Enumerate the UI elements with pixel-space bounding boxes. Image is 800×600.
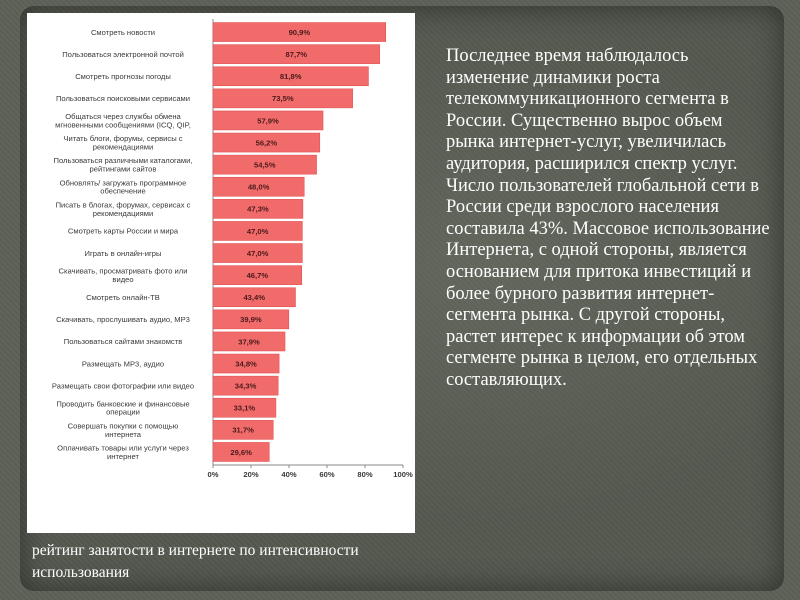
value-label-18: 31,7% <box>232 425 254 435</box>
category-label-16: Размещать свои фотографии или видео <box>51 381 195 391</box>
x-tick-label-1: 20% <box>243 470 259 479</box>
x-tick-label-2: 40% <box>281 470 297 479</box>
value-label-12: 43,4% <box>243 293 266 303</box>
x-tick-label-3: 60% <box>319 470 335 479</box>
category-label-15: Размещать MP3, аудио <box>81 359 165 369</box>
value-label-0: 90,9% <box>288 27 311 37</box>
value-label-17: 33,1% <box>233 403 256 413</box>
category-label-13: Скачивать, прослушивать аудио, MP3 <box>56 315 190 325</box>
value-label-9: 47,0% <box>246 226 269 236</box>
x-tick-label-0: 0% <box>207 470 219 479</box>
value-label-5: 56,2% <box>255 138 278 148</box>
value-label-1: 87,7% <box>285 49 308 59</box>
category-label-12: Смотреть онлайн-ТВ <box>86 292 160 302</box>
category-label-6: Пользоваться различными каталогами, рейтингами сайтов <box>53 156 193 174</box>
value-label-6: 54,5% <box>254 160 276 170</box>
category-label-4: Общаться через службы обмена мгновенными сообщениями (ICQ, QIP, <box>55 111 191 130</box>
slide-body-text: Последнее время наблюдалось изменение динамики роста телекоммуникационного сегмента в России. Существенно вырос объем рынка интернет-услуг, увеличилась аудитория, расширился спектр услуг. Число пользователей глобальной сети в России среди взрослого населения составила 43%. Массовое использование Интернета, с одной стороны, является основанием для притока инвестиций и более бурного развития интернет-сегмента рынка. С другой стороны, растет интерес к информации об этом сегменте рынка в целом, его отдельных составляющих. <box>446 46 770 390</box>
chart-image <box>27 13 415 533</box>
value-label-7: 48,0% <box>247 182 270 192</box>
category-label-7: Обновлять/ загружать программное обеспечение <box>59 178 187 196</box>
category-label-11: Скачивать, просматривать фото или видео <box>58 266 188 285</box>
category-label-5: Читать блоги, форумы, сервисы с рекомендациями <box>63 134 183 152</box>
category-label-9: Смотреть карты России и мира <box>67 226 179 236</box>
value-label-4: 57,9% <box>257 116 279 126</box>
value-label-2: 81,8% <box>279 72 302 82</box>
category-label-17: Проводить банковские и финансовые операции <box>56 399 190 417</box>
value-label-14: 37,9% <box>238 337 260 347</box>
value-label-11: 46,7% <box>246 270 269 280</box>
value-label-16: 34,3% <box>234 381 257 391</box>
x-tick-label-4: 80% <box>357 470 373 479</box>
chart-caption: рейтинг занятости в интернете по интенсивности использования <box>32 542 359 581</box>
value-label-13: 39,9% <box>240 315 262 325</box>
category-label-2: Смотреть прогнозы погоды <box>75 71 171 81</box>
value-label-8: 47,3% <box>247 204 269 214</box>
value-label-15: 34,8% <box>235 359 257 369</box>
bar-chart <box>27 13 415 533</box>
category-label-18: Совершать покупки с помощью интернета <box>67 421 179 439</box>
category-label-14: Пользоваться сайтами знакомств <box>63 337 183 347</box>
category-label-8: Писать в блогах, форумах, сервисах с рекомендациями <box>55 200 191 218</box>
category-label-0: Смотреть новости <box>90 27 156 37</box>
category-label-10: Играть в онлайн-игры <box>84 248 162 258</box>
value-label-19: 29,6% <box>230 447 252 457</box>
x-tick-label-5: 100% <box>393 470 413 479</box>
value-label-3: 73,5% <box>272 94 294 104</box>
category-label-1: Пользоваться электронной почтой <box>62 49 184 59</box>
category-label-3: Пользоваться поисковыми сервисами <box>55 94 191 104</box>
value-label-10: 47,0% <box>246 248 269 258</box>
category-label-19: Оплачивать товары или услуги через интернет <box>57 443 189 461</box>
